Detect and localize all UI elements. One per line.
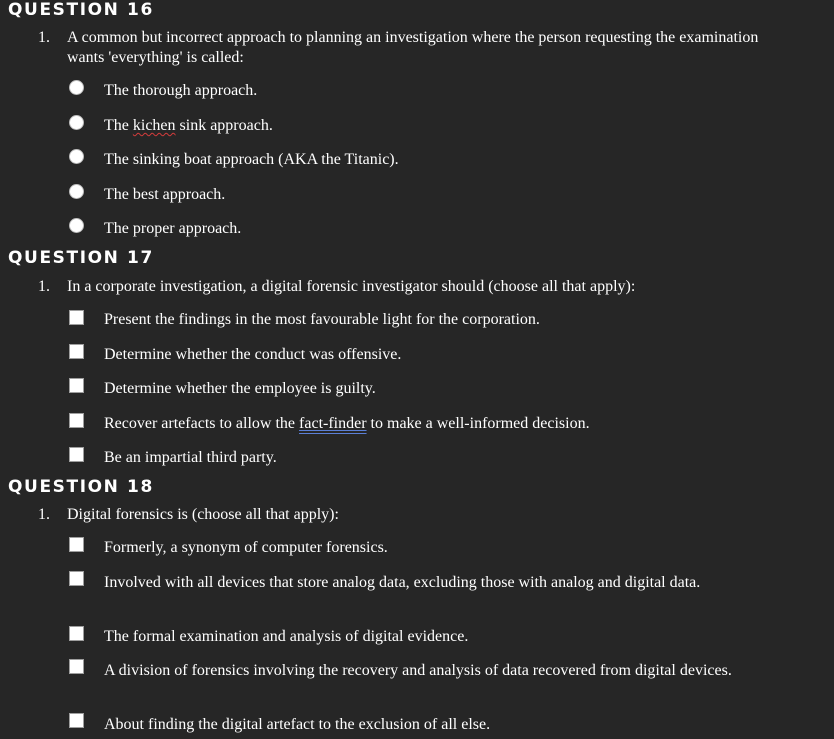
q17-option-4-checkbox[interactable] xyxy=(69,413,84,428)
q16-option-5-label[interactable]: The proper approach. xyxy=(104,220,242,237)
q18-option-5-checkbox[interactable] xyxy=(69,713,84,728)
q18-option-3-checkbox[interactable] xyxy=(69,626,84,641)
question-16-prompt: A common but incorrect approach to planning an investigation where the person requesting the examination wants 'everything' is called: xyxy=(67,29,759,66)
question-18-heading: QUESTION 18 xyxy=(8,477,154,497)
q17-option-3-label[interactable]: Determine whether the employee is guilty. xyxy=(104,380,376,397)
q16-option-2-misspelled-word: kichen xyxy=(132,117,176,134)
q16-option-4-radio[interactable] xyxy=(70,185,83,198)
q16-option-2-text-post: sink approach. xyxy=(175,117,273,134)
q17-option-2-label[interactable]: Determine whether the conduct was offensive. xyxy=(104,346,402,363)
q17-option-4-text-post: to make a well-informed decision. xyxy=(366,415,590,432)
q18-option-1-label[interactable]: Formerly, a synonym of computer forensics. xyxy=(104,539,388,556)
question-18-number: 1. xyxy=(38,506,50,523)
q16-option-4-label[interactable]: The best approach. xyxy=(104,186,226,203)
q16-option-2-text-pre: The xyxy=(104,117,133,134)
question-17-number: 1. xyxy=(38,278,50,295)
question-16-heading: QUESTION 16 xyxy=(8,0,154,20)
q17-option-1-checkbox[interactable] xyxy=(69,310,84,325)
q16-option-2-radio[interactable] xyxy=(70,116,83,129)
q17-option-1-label[interactable]: Present the findings in the most favourable light for the corporation. xyxy=(104,311,540,328)
question-17-heading: QUESTION 17 xyxy=(8,248,154,268)
question-17-prompt: In a corporate investigation, a digital forensic investigator should (choose all that apply): xyxy=(67,278,636,295)
q16-option-3-radio[interactable] xyxy=(70,150,83,163)
q16-option-1-radio[interactable] xyxy=(70,81,83,94)
q18-option-5-label[interactable]: About finding the digital artefact to the exclusion of all else. xyxy=(104,716,491,733)
q17-option-5-checkbox[interactable] xyxy=(69,447,84,462)
q17-option-4-text-pre: Recover artefacts to allow the xyxy=(104,415,300,432)
q16-option-1-label[interactable]: The thorough approach. xyxy=(104,82,258,99)
question-16-number: 1. xyxy=(38,29,50,46)
q16-option-5-radio[interactable] xyxy=(70,219,83,232)
q18-option-1-checkbox[interactable] xyxy=(69,537,84,552)
q16-option-3-label[interactable]: The sinking boat approach (AKA the Titanic). xyxy=(104,151,399,168)
q18-option-2-label[interactable]: Involved with all devices that store analog data, excluding those with analog and digital data. xyxy=(104,574,701,591)
q18-option-4-checkbox[interactable] xyxy=(69,659,84,674)
q17-option-3-checkbox[interactable] xyxy=(69,378,84,393)
q16-option-2-label[interactable] xyxy=(104,116,764,136)
q18-option-2-checkbox[interactable] xyxy=(69,571,84,586)
q18-option-4-label[interactable]: A division of forensics involving the recovery and analysis of data recovered from digital devices. xyxy=(104,662,732,679)
q17-option-2-checkbox[interactable] xyxy=(69,344,84,359)
q18-option-3-label[interactable]: The formal examination and analysis of digital evidence. xyxy=(104,628,469,645)
q17-option-4-label[interactable] xyxy=(104,414,764,434)
question-18-prompt: Digital forensics is (choose all that apply): xyxy=(67,506,339,523)
q17-option-5-label[interactable]: Be an impartial third party. xyxy=(104,449,277,466)
q17-option-4-flagged-word: fact-finder xyxy=(299,415,367,432)
